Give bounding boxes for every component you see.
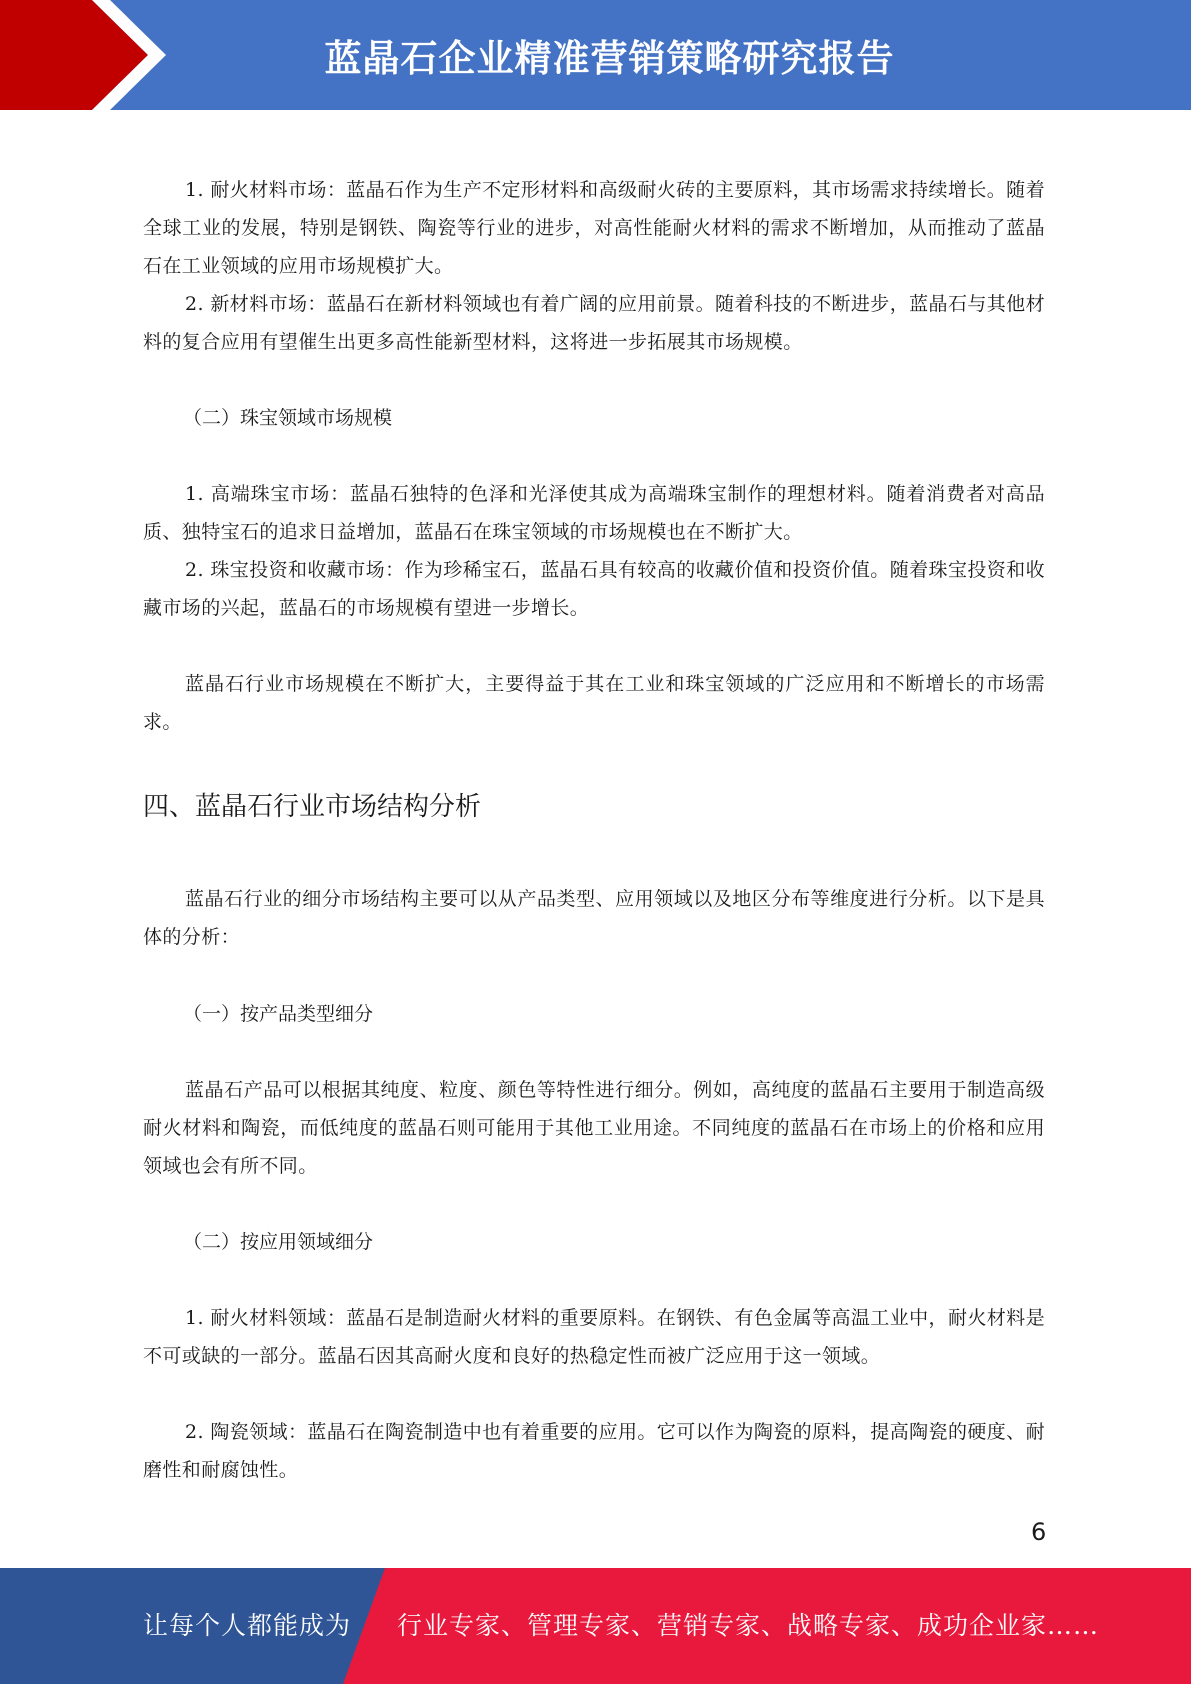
paragraph-structure-intro: 蓝晶石行业的细分市场结构主要可以从产品类型、应用领域以及地区分布等维度进行分析。以下是具体的分析： (143, 888, 1045, 948)
paragraph-refractory-market: 1. 耐火材料市场：蓝晶石作为生产不定形材料和高级耐火砖的主要原料，其市场需求持续增长。随着全球工业的发展，特别是钢铁、陶瓷等行业的进步，对高性能耐火材料的需求不断增加，从而推动了蓝晶石在工业领域的应用市场规模扩大。 (143, 179, 1045, 277)
subheading-by-product-type: （一）按产品类型细分 (183, 1003, 374, 1025)
paragraph-market-summary: 蓝晶石行业市场规模在不断扩大，主要得益于其在工业和珠宝领域的广泛应用和不断增长的市场需求。 (143, 673, 1045, 733)
section-heading-market-structure: 四、蓝晶石行业市场结构分析 (143, 792, 482, 822)
footer-slogan-right: 行业专家、管理专家、营销专家、战略专家、成功企业家…… (397, 1611, 1100, 1640)
report-title: 蓝晶石企业精准营销策略研究报告 (324, 37, 895, 80)
paragraph-jewelry-investment: 2. 珠宝投资和收藏市场：作为珍稀宝石，蓝晶石具有较高的收藏价值和投资价值。随着珠宝投资和收藏市场的兴起，蓝晶石的市场规模有望进一步增长。 (143, 559, 1045, 619)
paragraph-high-end-jewelry: 1. 高端珠宝市场：蓝晶石独特的色泽和光泽使其成为高端珠宝制作的理想材料。随着消费者对高品质、独特宝石的追求日益增加，蓝晶石在珠宝领域的市场规模也在不断扩大。 (143, 483, 1045, 543)
header-band (0, 0, 1191, 110)
footer-band (0, 1568, 1191, 1684)
paragraph-ceramics-application: 2. 陶瓷领域：蓝晶石在陶瓷制造中也有着重要的应用。它可以作为陶瓷的原料，提高陶瓷的硬度、耐磨性和耐腐蚀性。 (143, 1421, 1045, 1481)
footer-slogan-left: 让每个人都能成为 (143, 1611, 352, 1640)
page-number: 6 (1031, 1518, 1047, 1546)
paragraph-refractory-application: 1. 耐火材料领域：蓝晶石是制造耐火材料的重要原料。在钢铁、有色金属等高温工业中，耐火材料是不可或缺的一部分。蓝晶石因其高耐火度和良好的热稳定性而被广泛应用于这一领域。 (143, 1307, 1045, 1367)
paragraph-new-material-market: 2. 新材料市场：蓝晶石在新材料领域也有着广阔的应用前景。随着科技的不断进步，蓝晶石与其他材料的复合应用有望催生出更多高性能新型材料，这将进一步拓展其市场规模。 (143, 293, 1045, 353)
subheading-by-application: （二）按应用领域细分 (183, 1231, 374, 1253)
paragraph-product-type: 蓝晶石产品可以根据其纯度、粒度、颜色等特性进行细分。例如，高纯度的蓝晶石主要用于制造高级耐火材料和陶瓷，而低纯度的蓝晶石则可能用于其他工业用途。不同纯度的蓝晶石在市场上的价格和应用领域也会有所不同。 (143, 1079, 1045, 1177)
subheading-jewelry-market-size: （二）珠宝领域市场规模 (183, 407, 393, 429)
